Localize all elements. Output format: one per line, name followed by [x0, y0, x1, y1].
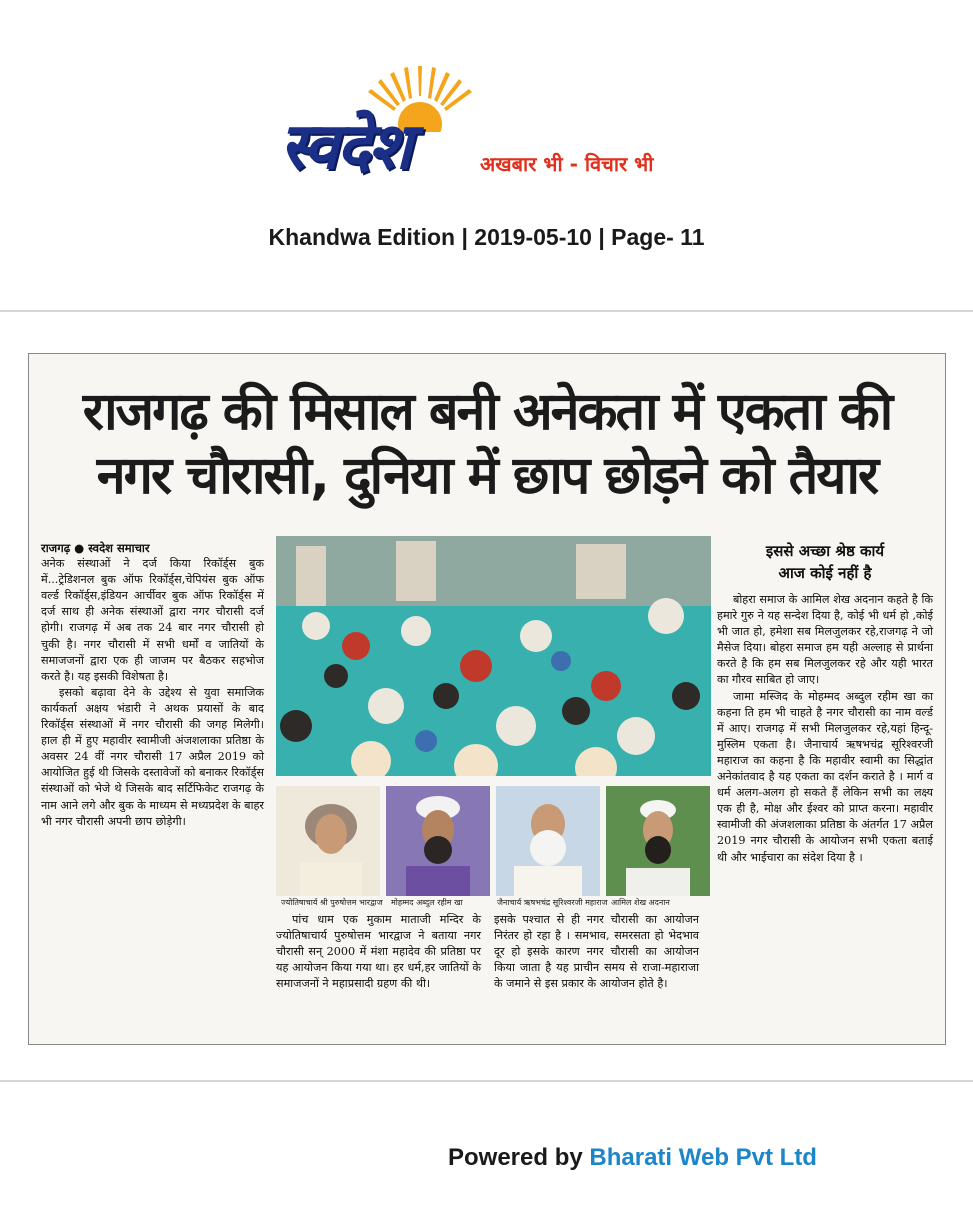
dateline: राजगढ़ ● स्वदेश समाचार: [41, 541, 150, 555]
portrait-2-image: [386, 786, 490, 896]
caption-3: जैनाचार्य ऋषभचंद्र सूरिश्वरजी महाराज: [497, 898, 608, 907]
portrait-4-image: [606, 786, 710, 896]
subhead-line-2: आज कोई नहीं है: [778, 564, 872, 582]
community-feast-photo: [276, 536, 711, 776]
caption-2: मोहम्मद अब्दुल रहीम खा: [391, 898, 463, 907]
caption-1: ज्योतिषाचार्य श्री पुरुषोत्तम भारद्वाज: [281, 898, 383, 907]
bottom-divider: [0, 1080, 973, 1082]
feast-photo-image: [276, 536, 711, 776]
column-3: इसके पश्चात से ही नगर चौरासी का आयोजन निरंतर हो रहा है । समभाव, समरसता हो भेदभाव दूर हो इसके कारण नगर चौरासी का आयोजन किया जाता है यह प्राचीन समय से राजा-महाराजा के जमाने से इस प्रकार के आयोजन होते है।: [494, 913, 699, 991]
column-1-paragraph-2: इसको बढ़ावा देने के उद्देश्य से युवा समाजिक कार्यकर्ता अक्षय भंडारी ने अथक प्रयासों के बाद रिकॉर्ड्स संस्थाओं में नगर चौरासी की जगह मिलेगी। हाल ही में हुए महावीर स्वामीजी अंजशलाका प्रतिष्ठा के अवसर 24 वीं नगर चौरासी 17 अप्रैल 2019 को आयोजित हुई थी जिसके दस्तावेजों को बनाकर रिकॉर्ड्स संस्थाओं को भेजे थे जिसके बाद सर्टिफिकेट राजगढ़ के नाम आने लगे और बुक के माध्यम से मध्यप्रदेश के बाहर भी नगर चौरासी अपनी छाप छोड़ेगी।: [41, 685, 264, 828]
column-4: [717, 540, 933, 866]
caption-4: आमिल शेख अदनान: [611, 898, 670, 907]
powered-by-brand-link[interactable]: Bharati Web Pvt Ltd: [589, 1144, 817, 1171]
edition-info: Khandwa Edition | 2019-05-10 | Page- 11: [268, 224, 705, 250]
portrait-1-image: [276, 786, 380, 896]
portrait-amil-sheikh-adnan: [606, 786, 710, 896]
article-clipping: [28, 353, 946, 1045]
portrait-jainacharya: [496, 786, 600, 896]
powered-by: [448, 1144, 817, 1172]
column-4-paragraph-1: बोहरा समाज के आमिल शेख अदनान कहते है कि हमारे गुरु ने यह सन्देश दिया है, कोई भी धर्म हो ,कोई भी जात हो, हमेशा सब मिलजुलकर रहे,राजगढ़ ने जो मैसेज दिया। बोहरा समाज हम यही अल्लाह से प्रार्थना करते है कि हम सब मिलजुलकर रहे और यही भारत का गौरव साबित हो जाए।: [717, 593, 933, 687]
column-1-paragraph-1: अनेक संस्थाओं ने दर्ज किया रिकॉर्ड्स बुक में...ट्रेडिशनल बुक ऑफ रिकॉर्ड्स,चेपियंस बुक ऑफ वर्ल्ड रिकॉर्ड्स,इंडियन आर्चीवर बुक ऑफ रिकॉर्ड्स में दर्ज साथ ही अनेक संस्थाओं द्वारा नगर चौरासी दर्ज होगी। राजगढ़ में अब तक 24 बार नगर चौरासी हो चुकी है। नगर चौरासी में सभी धर्मों व जातियों के समाजजनों द्वारा एक ही जाजम पर बैठकर सहभोज करते है। यह इसकी विशेषता है।: [41, 557, 264, 683]
column-1: [41, 540, 264, 830]
column-2: पांच धाम एक मुकाम माताजी मन्दिर के ज्योतिषाचार्य पुरुषोत्तम भारद्वाज ने बताया नगर चौरासी सन् 2000 में मंशा महादेव की प्रतिष्ठा पर यह आयोजन किया गया था। हर धर्म,हर जातियों के समाजजनों ने महाप्रसादी ग्रहण की थी।: [276, 913, 481, 991]
logo-text: स्वदेश: [280, 109, 410, 184]
portrait-mohammad-abdul-rahim: [386, 786, 490, 896]
masthead: [0, 0, 973, 300]
portrait-jyotishacharya: [276, 786, 380, 896]
portrait-3-image: [496, 786, 600, 896]
column-4-paragraph-2: जामा मस्जिद के मोहम्मद अब्दुल रहीम खा का कहना ति हम भी चाहते है नगर चौरासी का नाम वर्ल्ड में आए। राजगढ़ में सभी मिलजुलकर रहे,यहां हिन्दू-मुस्लिम एकता है। जैनाचार्य ऋषभचंद्र सूरिश्वरजी महाराज का कहना है कि महावीर स्वामी का सिद्धांत अनेकांतवाद है यह एकता का दर्शन कराते है । मार्ग व धर्म अलग-अलग हो सकते हैं लेकिन सभी का लक्ष्य एक ही है, मोक्ष और ईश्वर को प्राप्त करना। महावीर स्वामीजी की अंजशलाका प्रतिष्ठा के अंतर्गत 17 अप्रैल 2019 नगर चौरासी के आयोजन सभी एकता बताई थी और भाईचारा का संदेश दिया है ।: [717, 689, 933, 864]
headline-line-1: राजगढ़ की मिसाल बनी अनेकता में एकता की: [82, 382, 892, 442]
headline-line-2: नगर चौरासी, दुनिया में छाप छोड़ने को तैयार: [96, 446, 878, 506]
tagline: अखबार भी - विचार भी: [480, 152, 654, 176]
subhead-line-1: इससे अच्छा श्रेष्ठ कार्य: [765, 542, 885, 560]
powered-by-prefix: Powered by: [448, 1144, 583, 1171]
top-divider: [0, 310, 973, 312]
